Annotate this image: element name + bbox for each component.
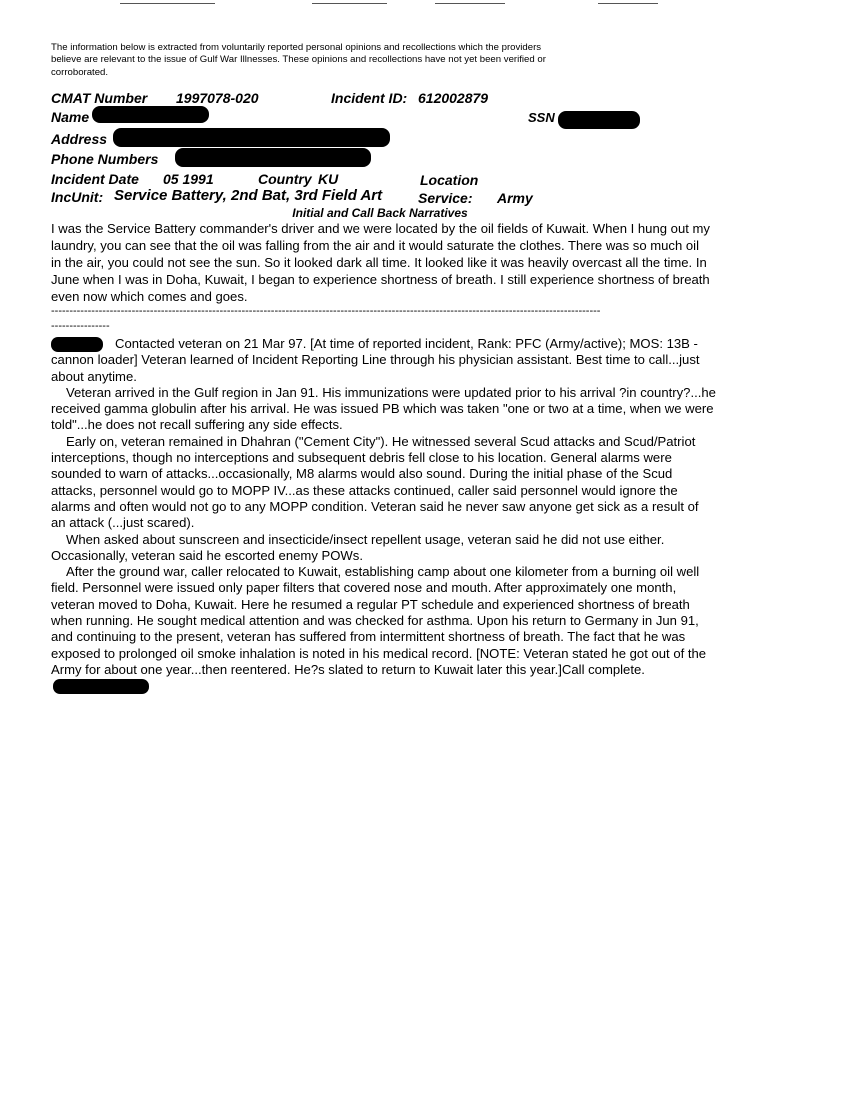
narratives-heading: Initial and Call Back Narratives — [292, 206, 468, 220]
incident-date-label: Incident Date — [51, 171, 139, 187]
cmat-number-value: 1997078-020 — [176, 90, 259, 106]
ssn-redaction — [558, 111, 640, 129]
country-label: Country — [258, 171, 312, 187]
address-redaction — [113, 128, 390, 147]
service-value: Army — [497, 190, 533, 206]
callback-paragraph-1: Contacted veteran on 21 Mar 97. [At time of reported incident, Rank: PFC (Army/active); MOS: 13B - cannon loader] Veteran learned of Incident Reporting Line through his physician assistant. Best time to call...just about anytime. — [51, 336, 700, 384]
callback-paragraph-4: When asked about sunscreen and insecticide/insect repellent usage, veteran said he did not use either. Occasionally, veteran said he escorted enemy POWs. — [51, 531, 665, 563]
scan-artifact — [435, 3, 505, 4]
callback-narrative — [51, 336, 716, 695]
callback-paragraph-5: After the ground war, caller relocated to Kuwait, establishing camp about one kilometer from a burning oil well field. Personnel were issued only paper filters that covered nose and mouth. After approximately one month, veteran moved to Doha, Kuwait. Here he resumed a regular PT schedule and experienced shortness of breath when running. He sought medical attention and was checked for asthma. Upon his return to Germany in Jun 91, and continuing to the present, veteran has suffered from intermittent shortness of breath. The fact that he was exposed to prolonged oil smoke inhalation is noted in his medical record. [NOTE: Veteran stated he got out of the Army for about one year...then reentered. He?s slated to return to Kuwait later this year.]Call complete. — [51, 564, 707, 677]
incunit-value: Service Battery, 2nd Bat, 3rd Field Art — [114, 187, 383, 204]
scan-artifact — [598, 3, 658, 4]
incident-id-label: Incident ID: — [331, 90, 408, 106]
location-label: Location — [420, 172, 479, 188]
cmat-number-label: CMAT Number — [51, 90, 148, 106]
incident-id-value: 612002879 — [418, 90, 489, 106]
phone-redaction — [175, 148, 371, 167]
service-label: Service: — [418, 190, 473, 206]
name-label: Name — [51, 109, 90, 125]
incident-date-value: 05 1991 — [163, 171, 214, 187]
ssn-label: SSN — [528, 110, 555, 125]
initial-narrative: I was the Service Battery commander's driver and we were located by the oil fields of Kuwait. When I hung out my laundry, you can see that the oil was falling from the air and it would saturate the clothes. There was so much oil in the air, you could not see the sun. So it looked dark all time. It looked like it was heavily overcast all the time. In June when I was in Doha, Kuwait, I began to experience shortness of breath. I still experience shortness of breath even now which comes and goes. — [51, 221, 710, 304]
callback-paragraph-3: Early on, veteran remained in Dhahran ("Cement City"). He witnessed several Scud attacks and Scud/Patriot interceptions, though no interceptions and subsequent debris fell close to his location. General alarms were sounded to warn of attacks...occasionally, M8 alarms would also sound. During the initial phase of the Scud attacks, personnel would go to MOPP IV...as these attacks continued, caller said personnel would ignore the alarms and often would not go to any MOPP condition. Veteran said he never saw anyone get sick as a result of an attack (...just scared). — [51, 433, 699, 531]
caller-redaction — [51, 337, 103, 352]
phone-numbers-label: Phone Numbers — [51, 151, 159, 167]
callback-paragraph-2: Veteran arrived in the Gulf region in Jan 91. His immunizations were updated prior to his arrival ?in country?...he received gamma globulin after his arrival. He was issued PB which was taken "one or two at a time, when we were told"...he does not recall suffering any side effects. — [51, 384, 716, 433]
address-label: Address — [51, 131, 108, 147]
name-redaction — [92, 106, 209, 123]
disclaimer-text: The information below is extracted from voluntarily reported personal opinions and recollections which the providers believe are relevant to the issue of Gulf War Illnesses. These opinions and recollections have not yet been verified or corroborated. — [51, 42, 546, 78]
scan-artifact — [312, 3, 387, 4]
signature-redaction — [53, 679, 149, 694]
country-value: KU — [318, 171, 339, 187]
scan-artifact — [120, 3, 215, 4]
separator-short: ---------------- — [51, 320, 110, 332]
incunit-label: IncUnit: — [51, 189, 104, 205]
separator-long: ------------------------------------------------------------------------------------------------------------------------------------------------------ — [51, 305, 601, 317]
